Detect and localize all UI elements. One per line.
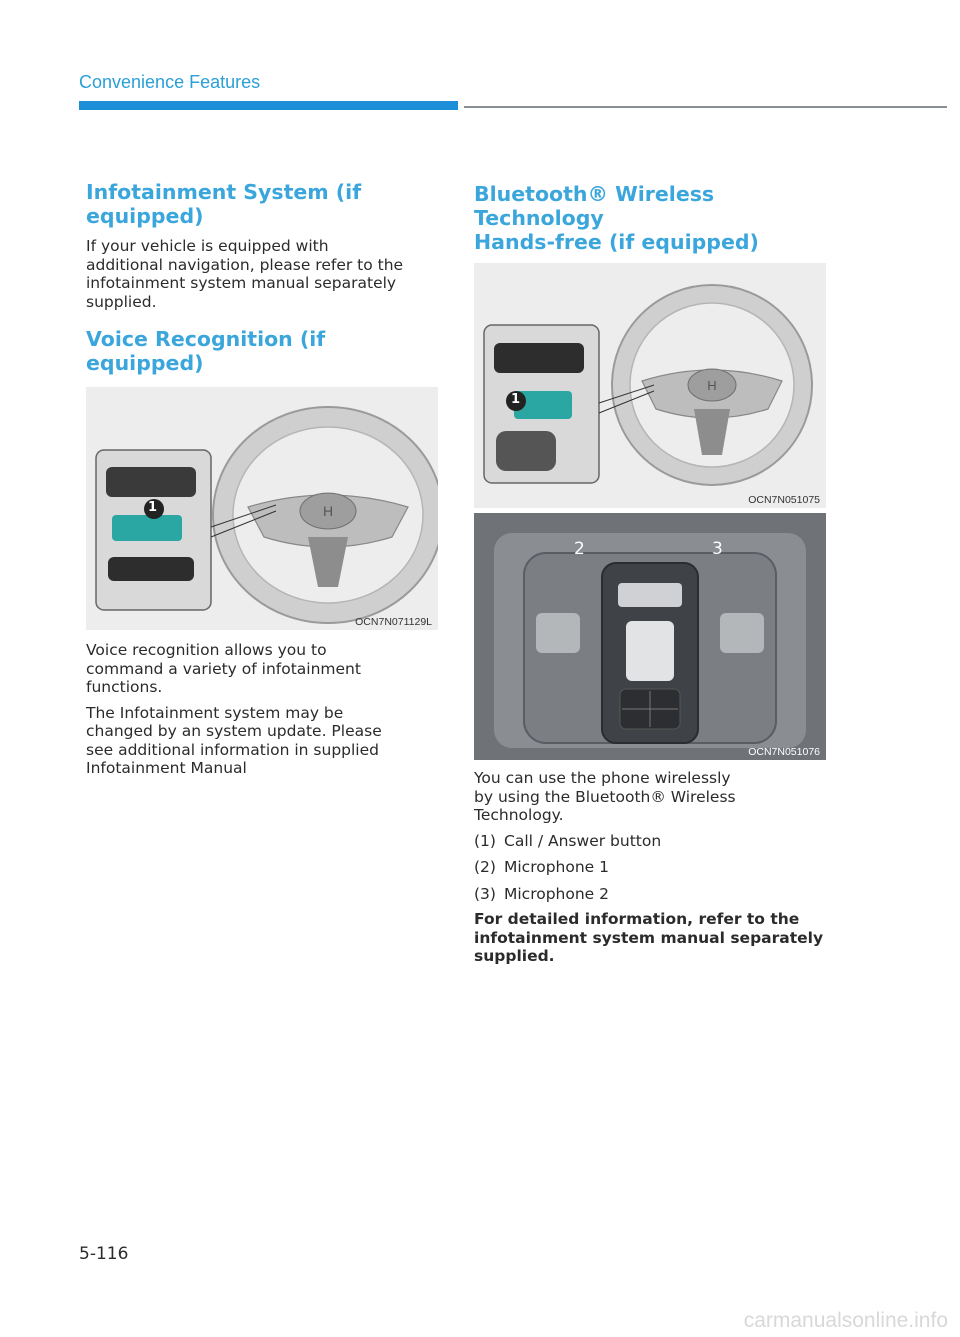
svg-text:H: H [322,503,334,519]
text-line: If your vehicle is equipped with [86,237,329,255]
figure-code: OCN7N071129L [355,616,432,628]
voice-recognition-heading: Voice Recognition (if equipped) [86,327,326,375]
text-line: The Infotainment system may be [86,703,344,722]
list-item [474,832,826,851]
text-line: For detailed information, refer to the [474,910,800,928]
section-header: Convenience Features [79,72,261,92]
text-line: see additional information in supplied [86,740,379,759]
list-item [474,858,826,877]
text-line: You can use the phone wirelessly [474,769,731,787]
text-line: additional navigation, please refer to the [86,255,404,274]
bluetooth-heading [474,182,826,254]
list-number: (3) [474,884,496,903]
left-column [86,180,438,778]
list-text: Microphone 2 [504,884,610,903]
steering-wheel-illustration [86,387,438,630]
text-line: supplied. [474,947,555,965]
infotainment-heading-line-1: Infotainment System (if [86,180,362,204]
list-text: Call / Answer button [504,831,662,850]
reference-note [474,910,826,966]
text-line: command a variety of infotainment [86,659,361,678]
callout-number-1: 1 [511,392,521,407]
text-line: changed by an system update. Please [86,722,382,740]
voice-recognition-body-2 [86,704,438,778]
infotainment-heading-line-2: equipped) [86,204,204,228]
infotainment-body [86,237,438,311]
infotainment-heading [86,180,438,228]
bluetooth-body [474,769,826,825]
steering-wheel-illustration-bt [474,263,826,508]
text-line: Technology. [474,806,564,824]
header-rule-accent [79,101,458,110]
figure-code: OCN7N051075 [748,494,820,506]
callout-number-1: 1 [148,500,158,515]
list-item [474,885,826,904]
bluetooth-heading-line-1: Bluetooth® Wireless Technology [474,182,715,230]
bluetooth-heading-line-2: Hands-free (if equipped) [474,230,759,254]
text-line: supplied. [86,292,157,311]
voice-recognition-body-1 [86,641,438,697]
list-number: (1) [474,831,496,850]
text-line: Infotainment Manual [86,759,247,777]
list-text: Microphone 1 [504,858,610,876]
text-line: by using the Bluetooth® Wireless [474,787,736,806]
header-rule-gray [464,106,947,108]
overhead-console-figure [474,513,826,760]
text-line: infotainment system manual separately [474,928,824,947]
list-number: (2) [474,858,496,876]
overhead-console-illustration [474,513,826,760]
text-line: Voice recognition allows you to [86,641,327,659]
callout-number-3: 3 [712,539,723,559]
steering-wheel-figure [86,387,438,630]
page-number: 5-116 [79,1244,129,1264]
right-column [474,182,826,966]
text-line: functions. [86,678,163,696]
steering-wheel-figure-bt [474,263,826,508]
text-line: infotainment system manual separately [86,274,397,292]
figure-code: OCN7N051076 [748,746,820,758]
svg-text:H: H [707,378,717,393]
watermark: carmanualsonline.info [743,1309,948,1332]
callout-number-2: 2 [574,539,585,559]
